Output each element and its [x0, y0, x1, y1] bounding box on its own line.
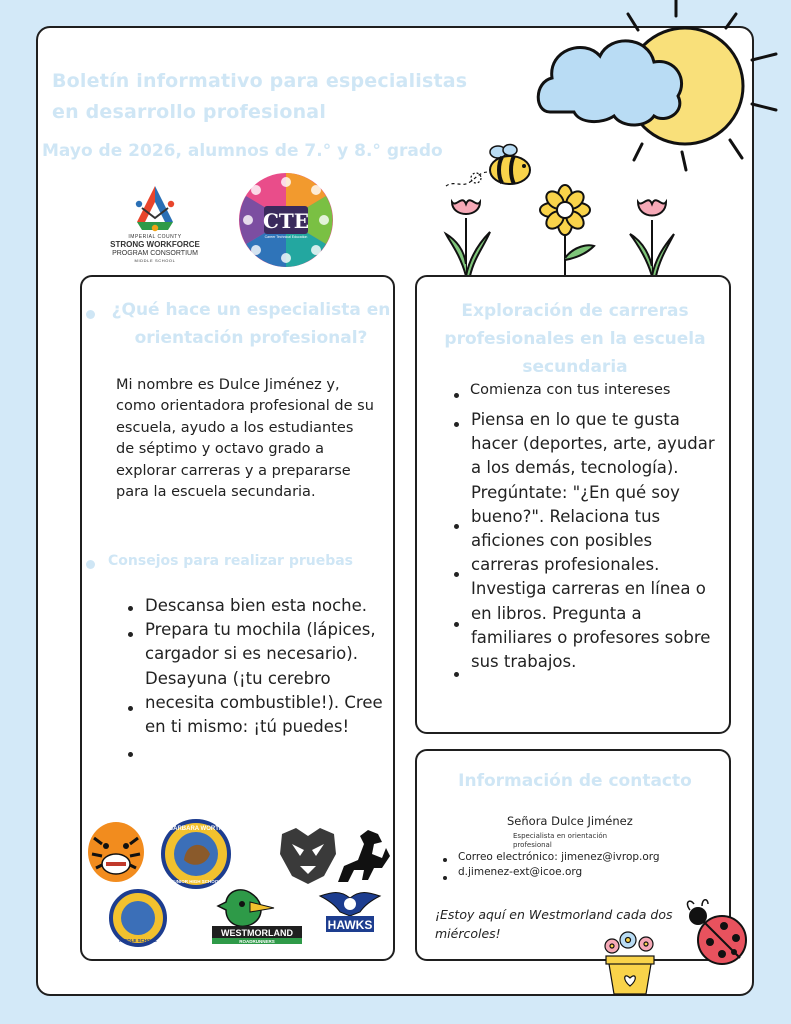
sun-cloud-icon: [530, 0, 791, 180]
list-bullet: [443, 876, 447, 880]
careers-heading: Exploración de carreras profesionales en la escuela secundaria: [444, 301, 706, 377]
tips-body: Descansa bien esta noche. Prepara tu mochila (lápices, cargador si es necesario). Desayuna (¡tu cerebro necesita combustible!). Cree en ti mismo: ¡tú puedes!: [145, 596, 383, 737]
newsletter-title: Boletín informativo para especialistas en desarrollo profesional: [52, 70, 468, 123]
about-heading: ¿Qué hace un especialista en orientación profesional?: [111, 300, 391, 348]
swf-line3: PROGRAM CONSORTIUM: [112, 250, 198, 257]
list-bullet: [454, 572, 459, 577]
list-bullet: [443, 858, 447, 862]
roadrunners-text: ROADRUNNERS: [239, 939, 275, 944]
flowers-icon: [440, 180, 690, 280]
hawks-text: HAWKS: [327, 918, 373, 932]
list-bullet: [454, 672, 459, 677]
ladybug-icon: [680, 898, 750, 970]
list-bullet: [128, 706, 133, 711]
middle-school-text: MIDDLE SCHOOL: [119, 938, 157, 943]
contact-note: ¡Estoy aquí en Westmorland cada dos miércoles!: [435, 907, 673, 941]
junior-high-text: JUNIOR HIGH SCHOOL: [170, 879, 222, 884]
middle-school-logo-icon: [111, 891, 165, 945]
cte-logo: [236, 172, 336, 268]
contact-role: Especialista en orientación profesional: [513, 832, 608, 849]
flower-pot-icon: [598, 928, 662, 996]
roadrunner-logo-icon: [212, 890, 302, 944]
swf-line2: STRONG WORKFORCE: [110, 240, 200, 249]
tips-bullet: [86, 560, 95, 569]
strong-workforce-logo: [100, 182, 210, 266]
barbara-worth-logo-icon: [163, 821, 229, 887]
list-bullet: [128, 632, 133, 637]
list-bullet: [454, 524, 459, 529]
careers-body: Piensa en lo que te gusta hacer (deportes, arte, ayudar a los demás, tecnología). Pregúntate: "¿En qué soy bueno?". Relaciona tus aficiones con posibles carreras profesionales. Investiga carreras en línea o en libros. Pregunta a familiares o profesores sobre sus trabajos.: [471, 410, 715, 672]
mustang-logo-icon: [338, 830, 390, 882]
tiger-logo-icon: [88, 822, 144, 882]
school-logos: [84, 818, 390, 954]
contact-emails: [458, 850, 660, 879]
about-body: Mi nombre es Dulce Jiménez y, como orientadora profesional de su escuela, ayudo a los estudiantes de séptimo y octavo grado a explorar carreras y a prepararse para la escuela secundaria.: [116, 377, 374, 501]
list-bullet: [454, 622, 459, 627]
list-bullet: [128, 606, 133, 611]
panther-logo-icon: [280, 828, 336, 884]
hawks-logo-icon: [320, 893, 380, 933]
newsletter-subtitle: Mayo de 2026, alumnos de 7.° y 8.° grado: [42, 141, 443, 161]
list-bullet: [454, 393, 459, 398]
tips-heading: Consejos para realizar pruebas: [108, 553, 354, 569]
triangle-logo-icon: [100, 182, 210, 234]
heading-bullet: [86, 310, 95, 319]
cte-letters: CTE: [262, 209, 310, 233]
contact-name: Señora Dulce Jiménez: [507, 814, 633, 828]
westmorland-text: WESTMORLAND: [221, 928, 293, 938]
contact-email-2[interactable]: d.jimenez-ext@icoe.org: [458, 865, 583, 878]
barbara-worth-text: BARBARA WORTH: [168, 826, 224, 832]
list-bullet: [128, 752, 133, 757]
careers-first-item: Comienza con tus intereses: [470, 382, 671, 398]
list-bullet: [454, 422, 459, 427]
cte-caption: Career Technical Education: [264, 235, 308, 239]
swf-line1: IMPERIAL COUNTY: [128, 234, 182, 240]
contact-email-1[interactable]: Correo electrónico: jimenez@ivrop.org: [458, 851, 660, 863]
swf-line4: MIDDLE SCHOOL: [134, 258, 176, 263]
contact-heading: Información de contacto: [458, 771, 692, 791]
